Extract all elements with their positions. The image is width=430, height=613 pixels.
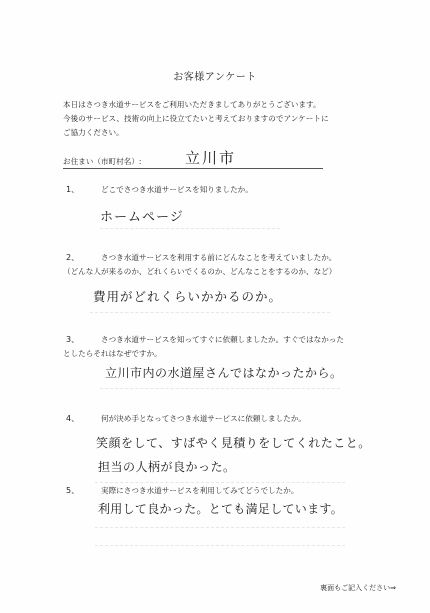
handwritten-answer: ホームページ bbox=[100, 210, 184, 225]
intro-line: 本日はさつき水道サービスをご利用いただきましてありがとうございます。 bbox=[63, 100, 321, 109]
handwritten-answer: 立川市内の水道屋さんではなかったから。 bbox=[105, 366, 343, 380]
question-number: 1、 bbox=[66, 185, 80, 194]
intro-line: ご協力ください。 bbox=[63, 128, 124, 137]
question-number: 5、 bbox=[66, 486, 80, 495]
question-text: 実際にさつき水道サービスを利用してみてどうでしたか。 bbox=[101, 486, 299, 495]
handwritten-answer: 利用して良かった。とても満足しています。 bbox=[98, 502, 344, 516]
handwritten-answer: 費用がどれくらいかかるのか。 bbox=[93, 289, 283, 304]
question-number: 4、 bbox=[66, 414, 80, 423]
question-text: どこでさつき水道サービスを知りましたか。 bbox=[101, 185, 253, 194]
faint-answer-line bbox=[100, 388, 340, 389]
faint-answer-line bbox=[95, 482, 345, 483]
faint-answer-line bbox=[90, 312, 330, 313]
question-subtext: （どんな人が来るのか、どれくらいでくるのか、どんなことをするのか、など） bbox=[63, 267, 337, 276]
page-title: お客様アンケート bbox=[173, 72, 257, 83]
question-subtext: としたらそれはなぜですか。 bbox=[63, 349, 162, 358]
faint-answer-line bbox=[100, 228, 280, 229]
handwritten-answer-line2: 担当の人柄が良かった。 bbox=[98, 460, 236, 474]
handwritten-answer-line1: 笑顔をして、すばやく見積りをしてくれたこと。 bbox=[96, 436, 371, 450]
address-label: お住まい（市町村名）: bbox=[63, 157, 142, 166]
question-text: 何が決め手となってさつき水道サービスに依頼しましたか。 bbox=[101, 414, 307, 423]
address-underline bbox=[63, 168, 323, 169]
question-number: 2、 bbox=[66, 253, 80, 262]
address-handwritten-value: 立川市 bbox=[185, 149, 237, 167]
footer-note: 裏面もご記入ください⇒ bbox=[320, 584, 396, 592]
intro-line: 今後のサービス、技術の向上に役立てたいと考えておりますのでアンケートに bbox=[63, 114, 329, 123]
faint-answer-line bbox=[95, 527, 345, 528]
question-text: さつき水道サービスを利用する前にどんなことを考えていましたか。 bbox=[101, 253, 337, 262]
faint-answer-line bbox=[95, 545, 345, 546]
intro-paragraph bbox=[63, 98, 408, 140]
question-text: さつき水道サービスを知ってすぐに依頼しましたか。すぐではなかった bbox=[101, 335, 344, 344]
question-number: 3、 bbox=[66, 335, 80, 344]
